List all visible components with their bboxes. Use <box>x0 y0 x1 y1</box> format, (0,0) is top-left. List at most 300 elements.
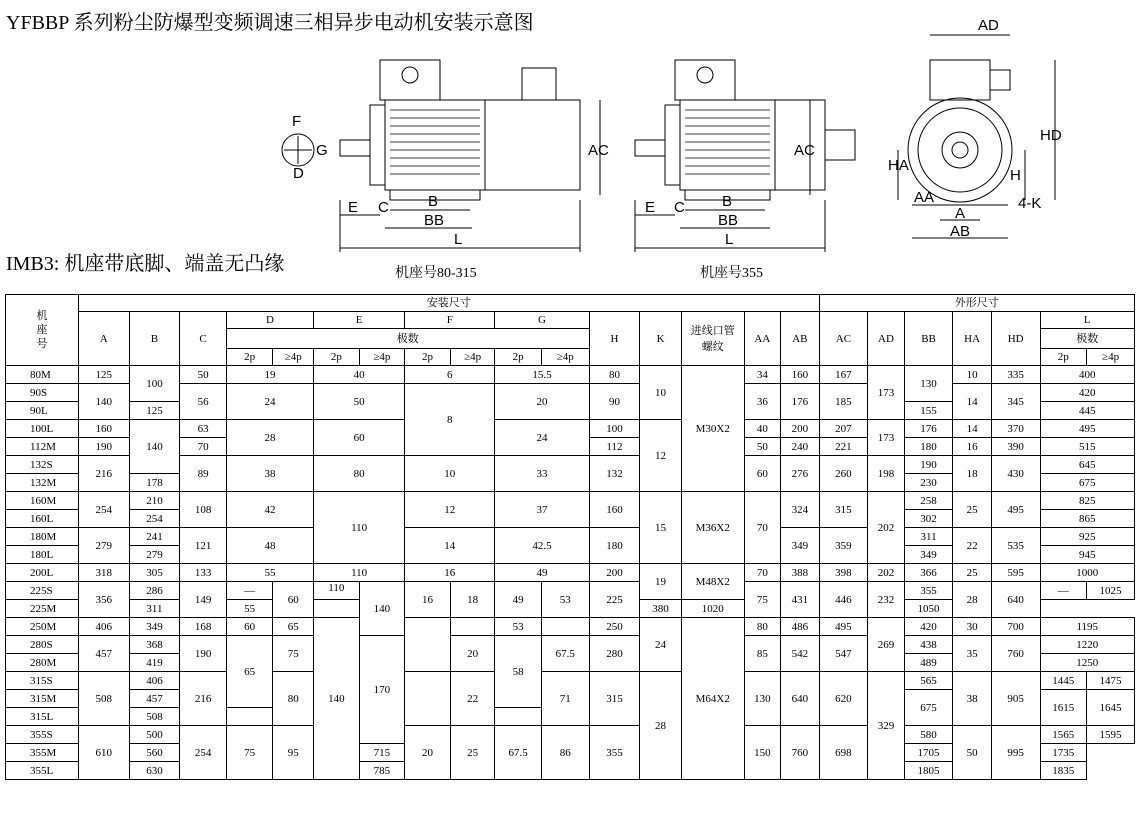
cell-F: 6 <box>405 366 495 384</box>
dimension-table <box>5 294 1135 780</box>
cell-A: 140 <box>78 384 129 420</box>
cell-K: 24 <box>640 618 682 672</box>
cell-A: 508 <box>78 672 129 726</box>
caption-frame-355: 机座号355 <box>700 266 763 281</box>
cell-G-2p: 58 <box>495 636 542 708</box>
cell-BB: 190 <box>904 456 953 474</box>
frame-cell: 132M <box>6 474 79 492</box>
header-G-4p: ≥4p <box>541 349 589 366</box>
cell-conduit: M48X2 <box>681 564 744 600</box>
header-F-4p: ≥4p <box>450 349 495 366</box>
mounting-subtitle: IMB3: 机座带底脚、端盖无凸缘 <box>6 253 285 275</box>
cell-B: 100 <box>129 366 180 402</box>
cell-BB: 130 <box>904 366 953 402</box>
cell-C: 216 <box>180 672 227 726</box>
cell-D: 24 <box>226 384 313 420</box>
cell-AD: 232 <box>868 582 904 618</box>
header-frame: 机座号 <box>6 295 79 366</box>
cell-L-4p: 1645 <box>1087 690 1135 726</box>
frame-cell: 180M <box>6 528 79 546</box>
cell-BB: 438 <box>904 636 953 654</box>
cell-F: 14 <box>405 528 495 564</box>
cell-AC: 398 <box>819 564 868 582</box>
header-L-2p: 2p <box>1040 349 1087 366</box>
cell-AA: 36 <box>744 384 780 420</box>
motor-side-view-right <box>635 60 855 252</box>
cell-BB: 380 <box>640 600 682 618</box>
frame-cell: 200L <box>6 564 79 582</box>
cell-H: 112 <box>589 438 640 456</box>
cell-L: 645 <box>1040 456 1135 474</box>
cell-BB: 580 <box>904 726 953 744</box>
cell-HA: 50 <box>953 726 992 780</box>
cell-F-4p: 22 <box>450 672 495 726</box>
cell-A: 406 <box>78 618 129 636</box>
cell-G-4p: 86 <box>541 726 589 780</box>
cell-G-2p: 53 <box>495 618 542 636</box>
cell-BB: 675 <box>904 690 953 726</box>
cell-C: 70 <box>180 438 227 456</box>
cell-HA: 14 <box>953 384 992 420</box>
cell-C: 168 <box>180 618 227 636</box>
cell-AD: 202 <box>868 564 904 582</box>
cell-AB: 240 <box>781 438 820 456</box>
label-AB: AB <box>950 223 971 240</box>
cell-L: 1195 <box>1040 618 1135 636</box>
cell-BB: 155 <box>904 402 953 420</box>
cell-L-4p: 1025 <box>1087 582 1135 600</box>
cell-HD: 535 <box>991 528 1040 564</box>
cell-A: 216 <box>78 456 129 492</box>
cell-HA: 38 <box>953 672 992 726</box>
label-H: H <box>1010 167 1021 184</box>
cell-D-2p: 65 <box>226 636 273 708</box>
cell-conduit: M64X2 <box>681 618 744 780</box>
header-AB: AB <box>781 312 820 366</box>
cell-A: 356 <box>78 582 129 618</box>
cell-B: 368 <box>129 636 180 654</box>
cell-AC: 446 <box>819 582 868 618</box>
label-G: G <box>316 142 328 159</box>
header-HD: HD <box>991 312 1040 366</box>
cell-G-4p <box>541 618 589 636</box>
cell-AB: 431 <box>781 582 820 618</box>
cell-AB: 276 <box>781 456 820 492</box>
cell-BB: 180 <box>904 438 953 456</box>
cell-AA: 70 <box>744 492 780 564</box>
cell-F-2p: 16 <box>405 582 451 618</box>
cell-F-2p <box>405 618 451 672</box>
cell-H: 160 <box>589 492 640 528</box>
cell-H: 90 <box>589 384 640 420</box>
cell-L-4p: 1050 <box>904 600 953 618</box>
cell-AB: 160 <box>781 366 820 384</box>
cell-F-2p <box>405 672 451 726</box>
header-outline: 外形尺寸 <box>819 295 1134 312</box>
cell-D-4p: 80 <box>273 672 314 726</box>
header-poles: 极数 <box>226 329 589 349</box>
cell-H: 100 <box>589 420 640 438</box>
header-H: H <box>589 312 640 366</box>
cell-L: 400 <box>1040 366 1135 384</box>
cell-L-2p: 1020 <box>681 600 744 618</box>
cell-HA: 22 <box>953 528 992 564</box>
cell-B: 178 <box>129 474 180 492</box>
label-B-right: B <box>722 193 733 210</box>
cell-B: 125 <box>129 402 180 420</box>
cell-B: 311 <box>129 600 180 618</box>
cell-B: 140 <box>129 420 180 474</box>
cell-C: 121 <box>180 528 227 564</box>
label-D: D <box>293 165 304 182</box>
cell-F: 12 <box>405 492 495 528</box>
cell-F: 16 <box>405 564 495 582</box>
cell-C: 50 <box>180 366 227 384</box>
cell-HA: 10 <box>953 366 992 384</box>
cell-C: 133 <box>180 564 227 582</box>
cell-BB: 230 <box>904 474 953 492</box>
cell-B: 279 <box>129 546 180 564</box>
cell-AD: 173 <box>868 420 904 456</box>
header-G: G <box>495 312 589 329</box>
cell-L: 495 <box>1040 420 1135 438</box>
cell-HA: 35 <box>953 636 992 672</box>
cell-L: 445 <box>1040 402 1135 420</box>
cell-B: 254 <box>129 510 180 528</box>
cell-AC: 207 <box>819 420 868 438</box>
label-BB-right: BB <box>718 212 739 229</box>
cell-L-4p: 1835 <box>1040 762 1087 780</box>
header-D: D <box>226 312 313 329</box>
cell-BB: 311 <box>904 528 953 546</box>
cell-B: 406 <box>129 672 180 690</box>
cell-AA: 130 <box>744 672 780 726</box>
cell-AC: 620 <box>819 672 868 726</box>
cell-AA: 50 <box>744 438 780 456</box>
header-L-4p: ≥4p <box>1087 349 1135 366</box>
cell-L-4p: 1475 <box>1087 672 1135 690</box>
cell-HD: 640 <box>991 582 1040 618</box>
header-conduit: 进线口管螺纹 <box>681 312 744 366</box>
cell-E: 80 <box>314 456 405 492</box>
cell-AC: 167 <box>819 366 868 384</box>
cell-L: 825 <box>1040 492 1135 510</box>
header-F: F <box>405 312 495 329</box>
label-C-right: C <box>674 199 685 216</box>
cell-BB: 258 <box>904 492 953 510</box>
cell-L-2p: 1615 <box>1040 690 1087 726</box>
cell-K: 28 <box>640 672 682 780</box>
cell-D: 55 <box>226 564 313 582</box>
cell-H: 355 <box>589 726 640 780</box>
cell-A: 318 <box>78 564 129 582</box>
cell-D-2p: 55 <box>226 600 273 618</box>
cell-H: 280 <box>589 636 640 672</box>
cell-C: 56 <box>180 384 227 420</box>
cell-A: 190 <box>78 438 129 456</box>
cell-HD: 905 <box>991 672 1040 726</box>
cell-HD: 595 <box>991 564 1040 582</box>
frame-cell: 280M <box>6 654 79 672</box>
cell-HA: 14 <box>953 420 992 438</box>
label-HD: HD <box>1040 127 1062 144</box>
cell-E-4p: 170 <box>359 636 405 744</box>
cell-C: 89 <box>180 456 227 492</box>
label-C-left: C <box>378 199 389 216</box>
cell-D-4p: 65 <box>273 618 314 636</box>
installation-drawing <box>0 0 1140 290</box>
label-BB-left: BB <box>424 212 445 229</box>
label-F: F <box>292 113 302 130</box>
cell-conduit: M30X2 <box>681 366 744 492</box>
frame-cell: 315L <box>6 708 79 726</box>
cell-D-4p: 75 <box>273 636 314 672</box>
cell-AD: 173 <box>868 366 904 420</box>
cell-B: 630 <box>129 762 180 780</box>
cell-E-4p: 140 <box>359 582 405 636</box>
cell-AB: 640 <box>781 672 820 726</box>
cell-L: 420 <box>1040 384 1135 402</box>
frame-cell: 355S <box>6 726 79 744</box>
cell-F-4p <box>450 618 495 636</box>
cell-K: 10 <box>640 366 682 420</box>
frame-cell: 315M <box>6 690 79 708</box>
cell-B: 286 <box>129 582 180 600</box>
cell-B: 305 <box>129 564 180 582</box>
cell-H: 250 <box>589 618 640 636</box>
cell-HA: 25 <box>953 492 992 528</box>
header-A: A <box>78 312 129 366</box>
cell-L: 865 <box>1040 510 1135 528</box>
cell-AC: 698 <box>819 726 868 780</box>
cell-AA: 150 <box>744 726 780 780</box>
cell-L: 675 <box>1040 474 1135 492</box>
cell-D: 28 <box>226 420 313 456</box>
cell-D-2p: 75 <box>226 726 273 780</box>
frame-cell: 112M <box>6 438 79 456</box>
cell-AC: 315 <box>819 492 868 528</box>
cell-G: 24 <box>495 420 589 456</box>
frame-cell: 132S <box>6 456 79 474</box>
cell-BB: 355 <box>904 582 953 600</box>
cell-A: 610 <box>78 726 129 780</box>
cell-A: 125 <box>78 366 129 384</box>
frame-cell: 90S <box>6 384 79 402</box>
cell-K: 15 <box>640 492 682 564</box>
cell-AC: 547 <box>819 636 868 672</box>
cell-L: 1220 <box>1040 636 1135 654</box>
cell-A: 254 <box>78 492 129 528</box>
cell-C: 149 <box>180 582 227 618</box>
cell-B: 210 <box>129 492 180 510</box>
header-AC: AC <box>819 312 868 366</box>
cell-C: 190 <box>180 636 227 672</box>
label-L-right: L <box>725 231 734 248</box>
header-AA: AA <box>744 312 780 366</box>
cell-K: 19 <box>640 564 682 600</box>
cell-D-4p: 95 <box>273 726 314 780</box>
label-A: A <box>955 205 966 222</box>
cell-AB: 486 <box>781 618 820 636</box>
cell-F-2p: 20 <box>405 726 451 780</box>
cell-E-2p <box>314 600 360 618</box>
cell-AD: 202 <box>868 492 904 564</box>
label-HA: HA <box>888 157 909 174</box>
cell-L-2p: 1445 <box>1040 672 1087 690</box>
cell-BB: 176 <box>904 420 953 438</box>
cell-H: 132 <box>589 456 640 492</box>
cell-D-4p: 60 <box>273 582 314 618</box>
label-AA: AA <box>914 189 935 206</box>
cell-K: 12 <box>640 420 682 492</box>
cell-G-2p: 49 <box>495 582 542 618</box>
label-AC-left: AC <box>588 142 609 159</box>
cell-G-4p: 67.5 <box>541 636 589 672</box>
cell-HD: 345 <box>991 384 1040 420</box>
page-title: YFBBP 系列粉尘防爆型变频调速三相异步电动机安装示意图 <box>6 12 534 34</box>
cell-HA: 16 <box>953 438 992 456</box>
header-K: K <box>640 312 682 366</box>
header-C: C <box>180 312 227 366</box>
cell-D-2p: — <box>226 582 273 600</box>
cell-E: 110 <box>314 564 405 582</box>
cell-AC: 495 <box>819 618 868 636</box>
label-AC-right: AC <box>794 142 815 159</box>
cell-L-2p: 1805 <box>904 762 953 780</box>
cell-HA: 18 <box>953 456 992 492</box>
frame-cell: 225S <box>6 582 79 600</box>
frame-cell: 315S <box>6 672 79 690</box>
cell-AB: 200 <box>781 420 820 438</box>
cell-HA: 30 <box>953 618 992 636</box>
cell-AC: 221 <box>819 438 868 456</box>
cell-B: 457 <box>129 690 180 708</box>
cell-D: 19 <box>226 366 313 384</box>
cell-F-4p: 20 <box>450 636 495 672</box>
header-E-2p: 2p <box>314 349 360 366</box>
cell-G: 37 <box>495 492 589 528</box>
cell-HD: 760 <box>991 636 1040 672</box>
cell-L: 515 <box>1040 438 1135 456</box>
cell-G: 42.5 <box>495 528 589 564</box>
cell-AB: 760 <box>781 726 820 780</box>
label-E-right: E <box>645 199 656 216</box>
cell-G: 33 <box>495 456 589 492</box>
cell-BB: 489 <box>904 654 953 672</box>
frame-cell: 355L <box>6 762 79 780</box>
cell-HD: 370 <box>991 420 1040 438</box>
cell-L: 925 <box>1040 528 1135 546</box>
label-K: 4-K <box>1018 195 1042 212</box>
header-F-2p: 2p <box>405 349 451 366</box>
cell-C: 254 <box>180 726 227 780</box>
cell-A: 279 <box>78 528 129 564</box>
cell-AA: 60 <box>744 456 780 492</box>
cell-AA: 40 <box>744 420 780 438</box>
cell-F: 10 <box>405 456 495 492</box>
cell-E-2p: 140 <box>314 618 360 780</box>
cell-AA: 80 <box>744 618 780 636</box>
cell-B: 560 <box>129 744 180 762</box>
frame-cell: 355M <box>6 744 79 762</box>
cell-C: 108 <box>180 492 227 528</box>
header-L: L <box>1040 312 1135 329</box>
cell-D: 38 <box>226 456 313 492</box>
header-HA: HA <box>953 312 992 366</box>
cell-BB: 715 <box>359 744 405 762</box>
cell-BB: 420 <box>904 618 953 636</box>
cell-E: 110 <box>314 492 405 564</box>
label-E-left: E <box>348 199 359 216</box>
cell-F-4p: 25 <box>450 726 495 780</box>
cell-G-2p: 67.5 <box>495 726 542 780</box>
cell-HA: 25 <box>953 564 992 582</box>
cell-conduit: M36X2 <box>681 492 744 564</box>
cell-HA: 28 <box>953 582 992 618</box>
cell-BB: 349 <box>904 546 953 564</box>
header-D-2p: 2p <box>226 349 273 366</box>
cell-L-2p: 1565 <box>1040 726 1087 744</box>
header-G-2p: 2p <box>495 349 542 366</box>
cell-D: 48 <box>226 528 313 564</box>
cell-AA: 70 <box>744 564 780 582</box>
frame-cell: 90L <box>6 402 79 420</box>
header-D-4p: ≥4p <box>273 349 314 366</box>
frame-cell: 80M <box>6 366 79 384</box>
cell-G-4p: 53 <box>541 582 589 618</box>
cell-G: 20 <box>495 384 589 420</box>
cell-BB: 785 <box>359 762 405 780</box>
cell-HD: 995 <box>991 726 1040 780</box>
cell-AA: 75 <box>744 582 780 618</box>
cell-AA: 85 <box>744 636 780 672</box>
cell-G-4p: 71 <box>541 672 589 726</box>
cell-BB: 302 <box>904 510 953 528</box>
cell-HD: 430 <box>991 456 1040 492</box>
cell-H: 200 <box>589 564 640 582</box>
cell-L: 945 <box>1040 546 1135 564</box>
cell-D: 42 <box>226 492 313 528</box>
cell-AD: 329 <box>868 672 904 780</box>
cell-L-2p: 1705 <box>904 744 953 762</box>
cell-F: 8 <box>405 384 495 456</box>
cell-H: 180 <box>589 528 640 564</box>
frame-cell: 100L <box>6 420 79 438</box>
header-E-4p: ≥4p <box>359 349 405 366</box>
frame-cell: 250M <box>6 618 79 636</box>
cell-AC: 260 <box>819 456 868 492</box>
cell-A: 457 <box>78 636 129 672</box>
cell-B: 508 <box>129 708 180 726</box>
header-poles-L: 极数 <box>1040 329 1135 349</box>
cell-L: 1000 <box>1040 564 1135 582</box>
cell-B: 419 <box>129 654 180 672</box>
cell-A: 160 <box>78 420 129 438</box>
cell-HD: 390 <box>991 438 1040 456</box>
header-AD: AD <box>868 312 904 366</box>
header-BB: BB <box>904 312 953 366</box>
cell-F-4p: 18 <box>450 582 495 618</box>
cell-AB: 388 <box>781 564 820 582</box>
cell-BB: 366 <box>904 564 953 582</box>
cell-B: 500 <box>129 726 180 744</box>
header-E: E <box>314 312 405 329</box>
caption-frame-80-315: 机座号80-315 <box>395 266 477 281</box>
cell-AA: 34 <box>744 366 780 384</box>
cell-L: 1250 <box>1040 654 1135 672</box>
cell-AB: 349 <box>781 528 820 564</box>
label-L-left: L <box>454 231 463 248</box>
